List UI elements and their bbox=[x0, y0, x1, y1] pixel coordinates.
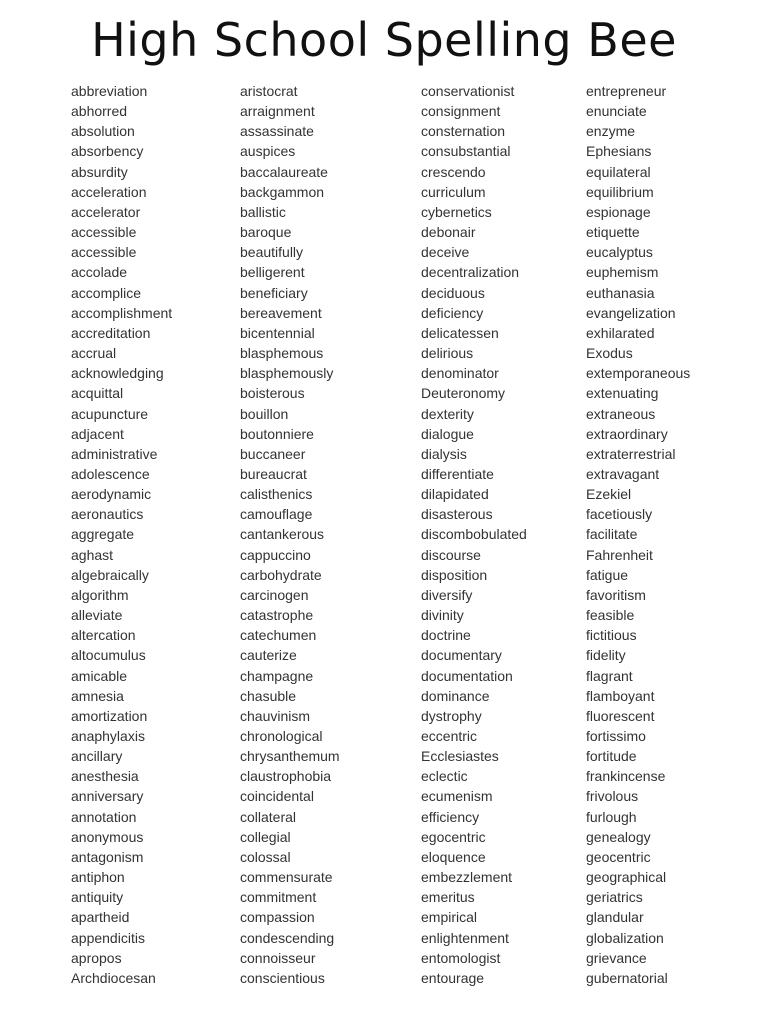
word-list-item: adjacent bbox=[71, 425, 124, 442]
word-list-item: consternation bbox=[421, 123, 506, 140]
word-list-item: grievance bbox=[586, 949, 647, 966]
word-list-item: eloquence bbox=[421, 848, 486, 865]
word-list-item: accrual bbox=[71, 345, 117, 362]
word-list-item: frankincense bbox=[586, 768, 666, 785]
word-list-item: chrysanthemum bbox=[240, 748, 340, 765]
word-list-item: frivolous bbox=[586, 788, 639, 805]
word-list-item: Ephesians bbox=[586, 143, 652, 160]
word-list-item: collateral bbox=[240, 808, 297, 825]
word-list-item: dystrophy bbox=[421, 707, 482, 724]
word-list-item: entomologist bbox=[421, 949, 501, 966]
word-list-item: antiquity bbox=[71, 889, 124, 906]
word-list-item: chronological bbox=[240, 728, 323, 744]
word-list-item: genealogy bbox=[586, 828, 651, 845]
word-list-item: egocentric bbox=[421, 828, 486, 845]
word-list-item: baroque bbox=[240, 224, 292, 241]
word-list-item: Fahrenheit bbox=[586, 546, 653, 563]
word-list-item: administrative bbox=[71, 445, 158, 462]
word-list-item: ancillary bbox=[71, 748, 123, 765]
word-list-item: documentary bbox=[421, 647, 502, 664]
word-list-item: delirious bbox=[421, 345, 474, 362]
word-list-item: deciduous bbox=[421, 284, 485, 301]
word-list-item: extraordinary bbox=[586, 425, 668, 442]
word-list-item: connoisseur bbox=[240, 949, 316, 966]
word-list-item: collegial bbox=[240, 828, 291, 845]
word-list-item: geriatrics bbox=[586, 889, 643, 906]
word-list-item: dilapidated bbox=[421, 486, 489, 503]
word-list-item: anonymous bbox=[71, 828, 144, 845]
word-list-item: champagne bbox=[240, 667, 314, 684]
word-list-item: embezzlement bbox=[421, 869, 513, 886]
word-list-item: conscientious bbox=[240, 969, 325, 986]
word-list-item: antagonism bbox=[71, 848, 144, 865]
word-list-item: arraignment bbox=[240, 103, 315, 120]
word-list-item: commensurate bbox=[240, 869, 333, 886]
word-list-item: abhorred bbox=[71, 103, 128, 120]
word-list-item: compassion bbox=[240, 909, 315, 926]
word-list-item: claustrophobia bbox=[240, 768, 332, 785]
word-list-item: gubernatorial bbox=[586, 969, 668, 986]
word-list-item: aeronautics bbox=[71, 506, 144, 523]
word-list-item: bouillon bbox=[240, 405, 289, 422]
word-list-item: extraneous bbox=[586, 405, 656, 422]
word-list-item: apartheid bbox=[71, 909, 130, 926]
word-list-item: equilibrium bbox=[586, 183, 654, 200]
word-list-item: etiquette bbox=[586, 224, 640, 241]
word-list-item: facetiously bbox=[586, 506, 653, 523]
word-list-item: euthanasia bbox=[586, 284, 655, 301]
word-list-item: amortization bbox=[71, 707, 148, 724]
word-list-item: favoritism bbox=[586, 586, 646, 603]
word-column-1 bbox=[71, 81, 172, 988]
word-list-item: cappuccino bbox=[240, 546, 311, 563]
word-list-item: anniversary bbox=[71, 788, 144, 805]
word-list-item: coincidental bbox=[240, 788, 314, 805]
word-list-item: dialogue bbox=[421, 425, 474, 442]
word-column-2 bbox=[240, 81, 340, 988]
word-list-item: extemporaneous bbox=[586, 365, 691, 382]
word-list-item: antiphon bbox=[71, 869, 125, 886]
word-list-item: accessible bbox=[71, 224, 137, 241]
word-list-item: aghast bbox=[71, 546, 114, 563]
word-list-item: cauterize bbox=[240, 647, 297, 664]
word-list-item: emeritus bbox=[421, 889, 475, 906]
word-list-item: acquittal bbox=[71, 385, 124, 402]
word-list-item: camouflage bbox=[240, 506, 313, 523]
word-list-item: accolade bbox=[71, 264, 128, 281]
word-list-item: annotation bbox=[71, 808, 137, 825]
word-list-item: crescendo bbox=[421, 163, 486, 180]
word-list-item: appendicitis bbox=[71, 929, 145, 946]
word-list-item: consignment bbox=[421, 103, 501, 120]
word-list-item: deceive bbox=[421, 244, 470, 261]
word-list-item: belligerent bbox=[240, 264, 305, 281]
word-list-item: extraterrestrial bbox=[586, 445, 676, 462]
word-list-item: fortitude bbox=[586, 748, 637, 765]
word-list-item: espionage bbox=[586, 203, 651, 220]
word-list-item: fictitious bbox=[586, 627, 637, 644]
word-list-item: enunciate bbox=[586, 103, 647, 120]
word-list-item: backgammon bbox=[240, 183, 325, 200]
word-list-item: documentation bbox=[421, 667, 513, 684]
word-list-item: doctrine bbox=[421, 627, 471, 644]
word-list-item: decentralization bbox=[421, 264, 520, 281]
word-list-item: globalization bbox=[586, 929, 664, 946]
word-list-item: anesthesia bbox=[71, 768, 139, 785]
word-list-item: condescending bbox=[240, 929, 335, 946]
word-list-item: enzyme bbox=[586, 123, 636, 140]
word-list-item: extenuating bbox=[586, 385, 659, 402]
word-list-item: flamboyant bbox=[586, 687, 655, 704]
word-list-item: facilitate bbox=[586, 526, 638, 543]
word-list-item: catechumen bbox=[240, 627, 317, 644]
word-list-item: boutonniere bbox=[240, 425, 314, 442]
word-list-item: accomplice bbox=[71, 284, 142, 301]
word-list-item: Archdiocesan bbox=[71, 969, 156, 986]
word-list-item: commitment bbox=[240, 889, 317, 906]
word-list-item: assassinate bbox=[240, 123, 314, 140]
word-list-item: acupuncture bbox=[71, 405, 149, 422]
word-list-item: feasible bbox=[586, 607, 635, 624]
word-list-item: Exodus bbox=[586, 345, 633, 362]
word-list-item: conservationist bbox=[421, 83, 515, 99]
word-list-item: eccentric bbox=[421, 728, 478, 744]
word-list-item: carcinogen bbox=[240, 586, 309, 603]
word-list-item: enlightenment bbox=[421, 929, 509, 946]
word-list-item: accreditation bbox=[71, 324, 151, 341]
word-list-item: geocentric bbox=[586, 848, 651, 865]
word-list-item: calisthenics bbox=[240, 486, 313, 503]
word-list-item: Deuteronomy bbox=[421, 385, 506, 402]
word-list-item: furlough bbox=[586, 808, 637, 825]
word-list-item: carbohydrate bbox=[240, 566, 322, 583]
word-list-item: debonair bbox=[421, 224, 476, 241]
word-list-item: buccaneer bbox=[240, 445, 306, 462]
word-list-item: flagrant bbox=[586, 667, 633, 684]
word-list-item: Ecclesiastes bbox=[421, 748, 499, 765]
word-list-item: abbreviation bbox=[71, 83, 148, 99]
word-list-item: amnesia bbox=[71, 687, 124, 704]
word-list-item: diversify bbox=[421, 586, 473, 603]
word-list-item: chauvinism bbox=[240, 707, 311, 724]
word-list-item: euphemism bbox=[586, 264, 659, 281]
word-list-item: fortissimo bbox=[586, 728, 646, 744]
word-list-item: dialysis bbox=[421, 445, 467, 462]
word-list-item: baccalaureate bbox=[240, 163, 328, 180]
word-list-item: disasterous bbox=[421, 506, 493, 523]
word-list-item: anaphylaxis bbox=[71, 728, 145, 744]
word-list-item: accelerator bbox=[71, 203, 141, 220]
word-list-item: boisterous bbox=[240, 385, 305, 402]
word-list-item: curriculum bbox=[421, 183, 486, 200]
word-list-item: glandular bbox=[586, 909, 644, 926]
word-list-item: empirical bbox=[421, 909, 478, 926]
word-list-item: altercation bbox=[71, 627, 136, 644]
word-list-item: discourse bbox=[421, 546, 481, 563]
word-list-item: accomplishment bbox=[71, 304, 173, 321]
word-list-item: absorbency bbox=[71, 143, 144, 160]
word-list-item: cybernetics bbox=[421, 203, 492, 220]
word-list-item: entourage bbox=[421, 969, 485, 986]
word-list-item: algebraically bbox=[71, 566, 149, 583]
word-list-item: denominator bbox=[421, 365, 499, 382]
word-list-item: aerodynamic bbox=[71, 486, 152, 503]
word-list-item: absolution bbox=[71, 123, 135, 140]
word-list-item: disposition bbox=[421, 566, 488, 583]
word-list-item: algorithm bbox=[71, 586, 129, 603]
word-list-item: colossal bbox=[240, 848, 291, 865]
word-list-item: apropos bbox=[71, 949, 122, 966]
word-list-item: absurdity bbox=[71, 163, 128, 180]
word-list-item: aggregate bbox=[71, 526, 135, 543]
word-list-item: acknowledging bbox=[71, 365, 164, 382]
word-list-item: blasphemous bbox=[240, 345, 324, 362]
word-list-item: equilateral bbox=[586, 163, 651, 180]
word-list-item: divinity bbox=[421, 607, 464, 624]
word-list-item: entrepreneur bbox=[586, 83, 667, 99]
word-list-item: ecumenism bbox=[421, 788, 493, 805]
word-list-item: eclectic bbox=[421, 768, 468, 785]
word-list-item: aristocrat bbox=[240, 83, 298, 99]
word-list-item: dexterity bbox=[421, 405, 474, 422]
word-list-item: adolescence bbox=[71, 465, 150, 482]
word-list-item: fatigue bbox=[586, 566, 629, 583]
word-list-item: alleviate bbox=[71, 607, 123, 624]
word-list-item: altocumulus bbox=[71, 647, 146, 664]
word-list-item: deficiency bbox=[421, 304, 484, 321]
word-list-item: fidelity bbox=[586, 647, 626, 664]
word-list-item: accessible bbox=[71, 244, 137, 261]
word-list-item: efficiency bbox=[421, 808, 480, 825]
word-list-item: fluorescent bbox=[586, 707, 655, 724]
word-list-item: bureaucrat bbox=[240, 465, 307, 482]
page-title: High School Spelling Bee bbox=[91, 13, 677, 67]
word-list-item: differentiate bbox=[421, 465, 494, 482]
word-list-item: cantankerous bbox=[240, 526, 325, 543]
word-list-item: amicable bbox=[71, 667, 128, 684]
word-column-4 bbox=[586, 81, 690, 988]
word-list-item: blasphemously bbox=[240, 365, 334, 382]
word-list-item: geographical bbox=[586, 869, 667, 886]
word-list-item: consubstantial bbox=[421, 143, 511, 160]
word-list-item: auspices bbox=[240, 143, 296, 160]
word-list-item: Ezekiel bbox=[586, 486, 632, 503]
word-list-item: catastrophe bbox=[240, 607, 314, 624]
word-list-item: delicatessen bbox=[421, 324, 499, 341]
word-list-item: dominance bbox=[421, 687, 490, 704]
word-list-item: exhilarated bbox=[586, 324, 655, 341]
word-list-item: beneficiary bbox=[240, 284, 308, 301]
word-list-item: bereavement bbox=[240, 304, 322, 321]
word-list-item: beautifully bbox=[240, 244, 304, 261]
word-list-item: eucalyptus bbox=[586, 244, 653, 261]
word-list-item: evangelization bbox=[586, 304, 676, 321]
word-list-item: chasuble bbox=[240, 687, 297, 704]
word-list-item: acceleration bbox=[71, 183, 147, 200]
word-list-item: bicentennial bbox=[240, 324, 315, 341]
word-list-item: ballistic bbox=[240, 203, 286, 220]
word-list-item: discombobulated bbox=[421, 526, 527, 543]
word-column-3 bbox=[421, 81, 527, 988]
word-list-item: extravagant bbox=[586, 465, 660, 482]
